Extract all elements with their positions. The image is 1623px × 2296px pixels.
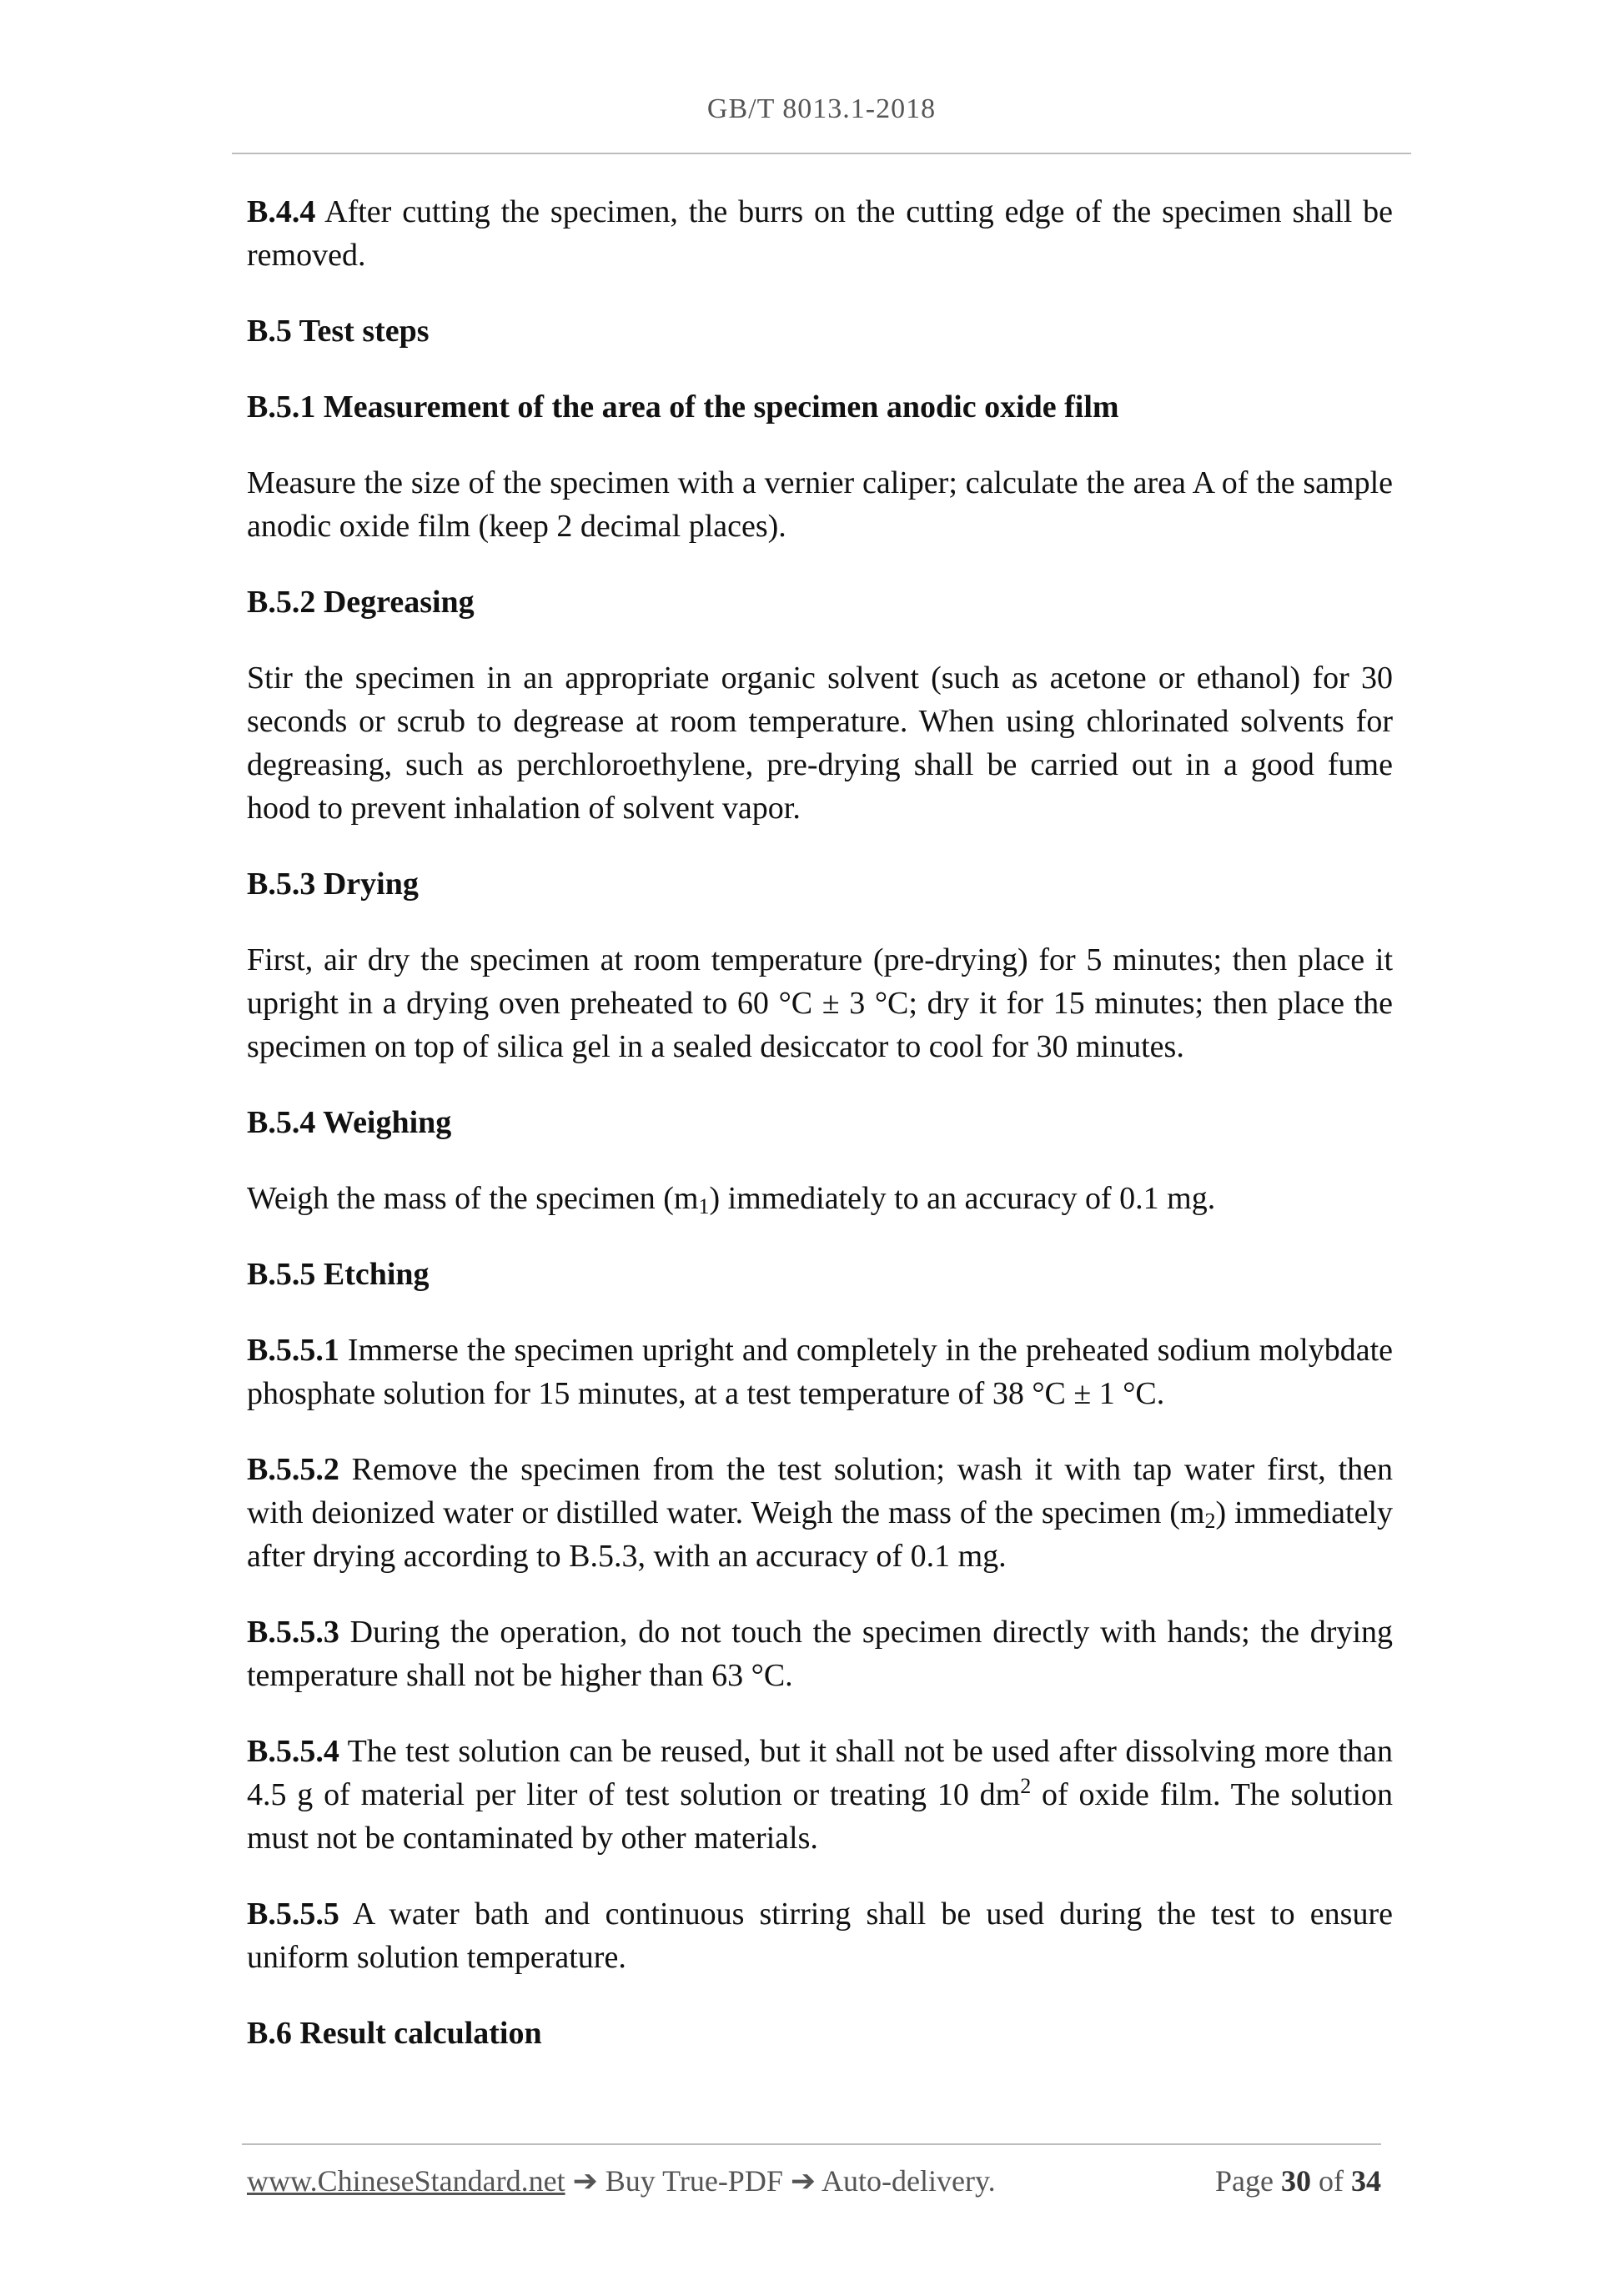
subscript: 2: [1204, 1509, 1216, 1533]
superscript: 2: [1020, 1774, 1032, 1798]
section-heading-b52: B.5.2 Degreasing: [247, 585, 475, 620]
arrow-icon: ➔: [782, 2164, 822, 2198]
clause-b551: [247, 1329, 1393, 1415]
clause-b554: B.5.5.4 The test solution can be reused, but it shall not be used after dissolving more than 4.5 g of material per liter of test solution or treating 10 $dm^2$ of oxide film. The solution must not be contaminated by other materials.: [247, 1734, 1393, 1856]
page-header: GB/T 8013.1-2018: [706, 93, 937, 124]
page-indicator: Page 30 of 34: [1215, 2164, 1381, 2198]
clause-number: B.4.4: [247, 194, 316, 229]
arrow-icon: ➔: [565, 2164, 605, 2198]
auto-delivery-text: Auto-delivery.: [822, 2164, 996, 2198]
document-body: [247, 190, 1393, 2088]
section-heading-b53: B.5.3 Drying: [247, 867, 419, 902]
section-heading-b54: B.5.4 Weighing: [247, 1105, 452, 1140]
section-heading-b5: B.5 Test steps: [247, 314, 430, 349]
clause-b44: [247, 190, 1393, 277]
clause-b553: [247, 1610, 1393, 1697]
clause-text: During the operation, do not touch the specimen directly with hands; the drying temperature shall not be higher than 63 °C.: [247, 1615, 1393, 1693]
clause-number: B.5.5.1: [247, 1333, 339, 1368]
clause-number: B.5.5.5: [247, 1897, 339, 1932]
section-heading-b55: B.5.5 Etching: [247, 1257, 430, 1292]
paragraph-b51: Measure the size of the specimen with a vernier caliper; calculate the area A of the sample anodic oxide film (keep 2 decimal places).: [247, 465, 1393, 544]
page-total: 34: [1351, 2164, 1381, 2198]
footer-links: [247, 2163, 996, 2198]
website-link[interactable]: www.ChineseStandard.net: [247, 2164, 565, 2198]
header-divider: [232, 153, 1411, 154]
clause-text: Immerse the specimen upright and completely in the preheated sodium molybdate phosphate solution for 15 minutes, at a test temperature of 38 °C ± 1 °C.: [247, 1333, 1393, 1411]
footer-divider: [242, 2143, 1381, 2145]
paragraph-b54: Weigh the mass of the specimen $(m_1)$ immediately to an accuracy of 0.1 mg.: [247, 1181, 1216, 1218]
paragraph-b52: Stir the specimen in an appropriate organic solvent (such as acetone or ethanol) for 30 seconds or scrub to degrease at room temperature. When using chlorinated solvents for degreasing, such as perchloroethylene, pre-drying shall be carried out in a good fume hood to prevent inhalation of solvent vapor.: [247, 661, 1393, 826]
buy-true-pdf-text: Buy True-PDF: [605, 2164, 783, 2198]
page-number: 30: [1281, 2164, 1311, 2198]
paragraph-b53: First, air dry the specimen at room temperature (pre-drying) for 5 minutes; then place it upright in a drying oven preheated to 60 °C ± 3 °C; dry it for 15 minutes; then place the specimen on top of silica gel in a sealed desiccator to cool for 30 minutes.: [247, 942, 1393, 1064]
section-heading-b6: B.6 Result calculation: [247, 2016, 542, 2051]
clause-text: A water bath and continuous stirring shall be used during the test to ensure uniform solution temperature.: [247, 1897, 1393, 1975]
clause-b552: B.5.5.2 Remove the specimen from the test solution; wash it with tap water first, then with deionized water or distilled water. Weigh the mass of the specimen $(m_2)$ immediately after drying according to B.5.3, with an accuracy of 0.1 mg.: [247, 1452, 1393, 1574]
clause-number: B.5.5.4: [247, 1734, 339, 1769]
section-heading-b51: B.5.1 Measurement of the area of the specimen anodic oxide film: [247, 389, 1119, 425]
clause-b555: [247, 1892, 1393, 1979]
clause-text: After cutting the specimen, the burrs on the cutting edge of the specimen shall be removed.: [247, 194, 1393, 273]
subscript: 1: [698, 1194, 710, 1218]
clause-number: B.5.5.2: [247, 1452, 339, 1487]
clause-number: B.5.5.3: [247, 1615, 339, 1650]
